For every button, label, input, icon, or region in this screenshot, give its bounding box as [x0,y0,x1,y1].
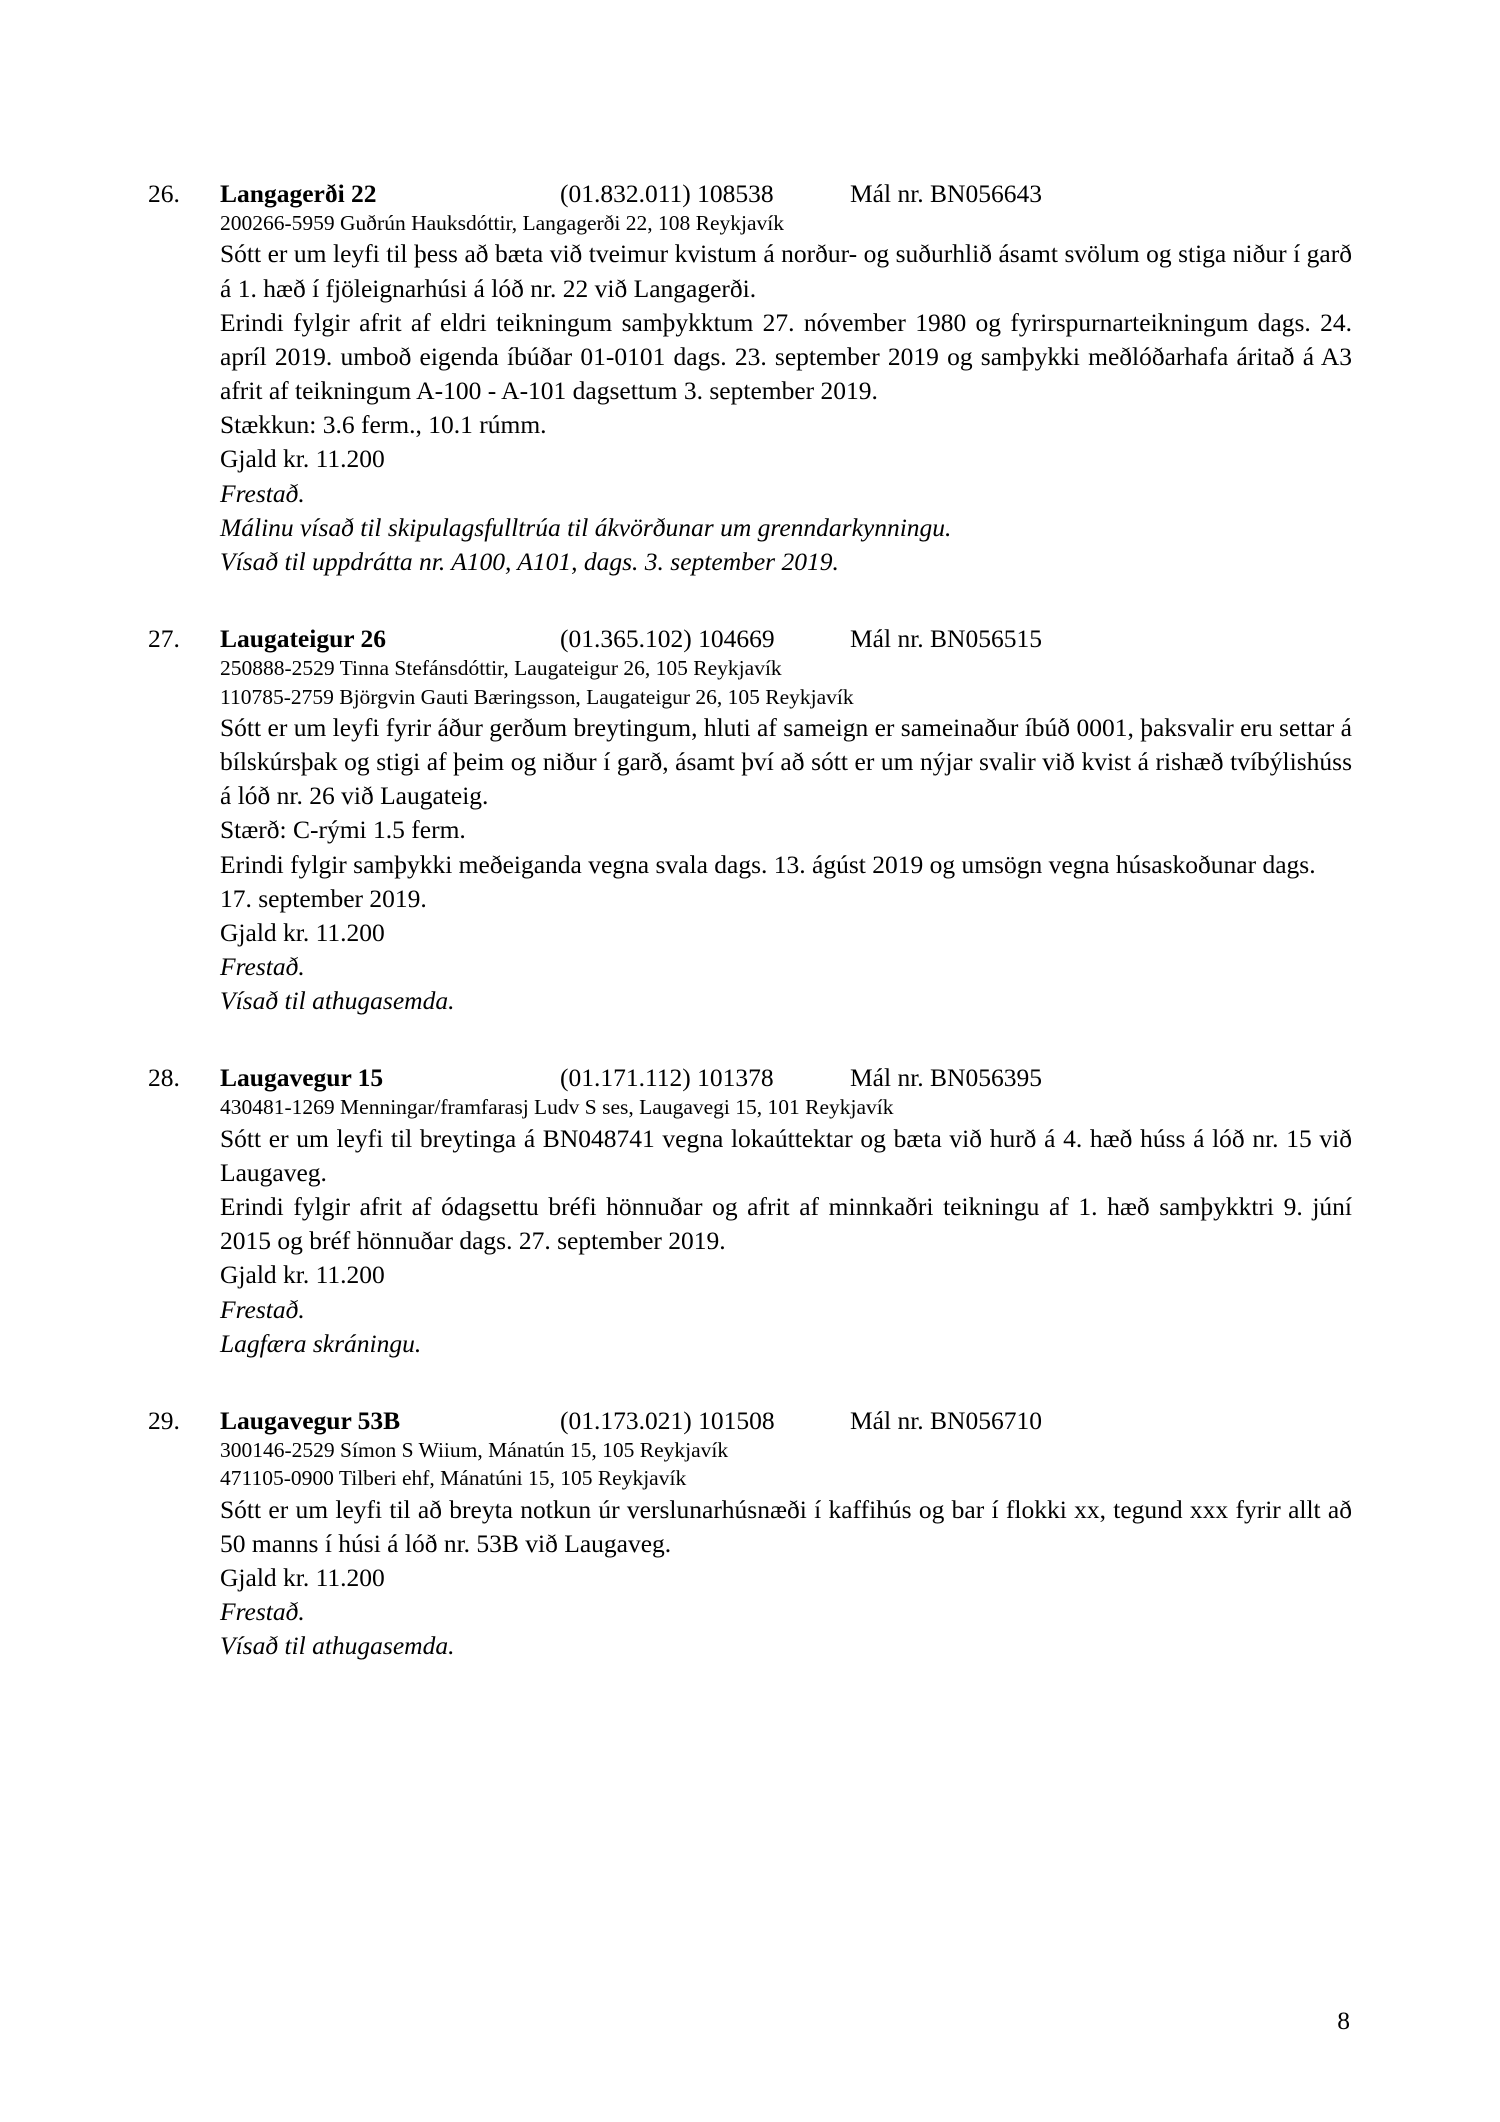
entry-fee: Gjald kr. 11.200 [220,1260,385,1290]
entry-header [148,1062,1352,1093]
entry-header [148,178,1352,209]
entry-property-code: (01.171.112) 101378 [560,1063,774,1093]
entry-paragraph: Sótt er um leyfi til breytinga á BN048741 vegna lokaúttektar og bæta við hurð á 4. hæð húss á lóð nr. 15 við Laugaveg. [220,1123,1352,1187]
entry-owner: 300146-2529 Símon S Wiium, Mánatún 15, 105 Reykjavík [220,1438,729,1462]
entry-owner: 250888-2529 Tinna Stefánsdóttir, Laugateigur 26, 105 Reykjavík [220,656,782,681]
entry-number: 28. [148,1063,180,1093]
entry-note: Málinu vísað til skipulagsfulltrúa til ákvörðunar um grenndarkynningu. [220,512,952,542]
entry-paragraph: Erindi fylgir samþykki meðeiganda vegna svala dags. 13. ágúst 2019 og umsögn vegna húsaskoðunar dags. 17. september 2019. [220,849,1316,913]
entry-number: 26. [148,179,180,208]
entry-body [220,1093,1352,1360]
entry-property-code: (01.173.021) 101508 [560,1405,775,1435]
entry-case-number: Mál nr. BN056515 [850,624,1042,654]
entry-paragraph: Sótt er um leyfi til að breyta notkun úr verslunarhúsnæði í kaffihús og bar í flokki xx, tegund xxx fyrir allt að 50 manns í húsi á lóð nr. 53B við Laugaveg. [220,1494,1352,1558]
entry-property-code: (01.832.011) 108538 [560,179,774,208]
entry-fee: Gjald kr. 11.200 [220,444,385,474]
agenda-entry [148,1405,1352,1664]
entry-paragraph: Sótt er um leyfi til þess að bæta við tveimur kvistum á norður- og suðurhlið ásamt svölum og stiga niður í garð á 1. hæð í fjöleignarhúsi á lóð nr. 22 við Langagerði. [220,239,1352,303]
entry-note: Vísað til uppdrátta nr. A100, A101, dags. 3. september 2019. [220,546,839,576]
entry-status: Frestað. [220,1294,305,1324]
entry-owner: 200266-5959 Guðrún Hauksdóttir, Langagerði 22, 108 Reykjavík [220,211,785,236]
entry-body [220,209,1352,579]
entry-address: Laugavegur 53B [220,1405,401,1435]
entry-owner: 110785-2759 Björgvin Gauti Bæringsson, Laugateigur 26, 105 Reykjavík [220,684,854,709]
entry-body [220,1436,1352,1664]
agenda-entry [148,1062,1352,1361]
entry-fee: Gjald kr. 11.200 [220,917,385,947]
entry-paragraph: Sótt er um leyfi fyrir áður gerðum breytingum, hluti af sameign er sameinaður íbúð 0001, þaksvalir eru settar á bílskúrsþak og stigi af þeim og niður í garð, ásamt því að sótt er um nýjar svalir við kvist á rishæð tvíbýlishúss á lóð nr. 26 við Laugateig. [220,712,1352,811]
entry-status: Frestað. [220,478,305,508]
entry-case-number: Mál nr. BN056643 [850,179,1042,208]
entry-address: Langagerði 22 [220,179,377,208]
entry-note: Lagfæra skráningu. [220,1328,422,1358]
entry-paragraph: Stækkun: 3.6 ferm., 10.1 rúmm. [220,410,547,440]
entry-case-number: Mál nr. BN056710 [850,1405,1042,1435]
entry-note: Vísað til athugasemda. [220,1631,455,1661]
entry-header [148,623,1352,654]
entry-address: Laugavegur 15 [220,1063,384,1093]
agenda-entry [148,178,1352,579]
entry-address: Laugateigur 26 [220,624,386,654]
entry-number: 27. [148,624,180,654]
entry-body [220,654,1352,1018]
agenda-entry [148,623,1352,1018]
entry-paragraph: Stærð: C-rými 1.5 ferm. [220,815,466,845]
entry-case-number: Mál nr. BN056395 [850,1063,1042,1093]
entry-header [148,1405,1352,1436]
entry-paragraph: Erindi fylgir afrit af eldri teikningum samþykktum 27. nóvember 1980 og fyrirspurnarteikningum dags. 24. apríl 2019. umboð eigenda íbúðar 01-0101 dags. 23. september 2019 og samþykki meðlóðarhafa áritað á A3 afrit af teikningum A-100 - A-101 dagsettum 3. september 2019. [220,307,1352,406]
entry-owner: 471105-0900 Tilberi ehf, Mánatúni 15, 105 Reykjavík [220,1466,687,1491]
entry-fee: Gjald kr. 11.200 [220,1563,385,1593]
entry-paragraph: Erindi fylgir afrit af ódagsettu bréfi hönnuðar og afrit af minnkaðri teikningu af 1. hæð samþykktri 9. júní 2015 og bréf hönnuðar dags. 27. september 2019. [220,1192,1352,1256]
entry-owner: 430481-1269 Menningar/framfarasj Ludv S ses, Laugavegi 15, 101 Reykjavík [220,1095,894,1120]
page-number: 8 [1337,2006,1350,2035]
entry-status: Frestað. [220,952,305,981]
entry-note: Vísað til athugasemda. [220,986,455,1016]
entry-number: 29. [148,1405,180,1435]
entry-property-code: (01.365.102) 104669 [560,624,775,654]
entry-status: Frestað. [220,1597,305,1627]
